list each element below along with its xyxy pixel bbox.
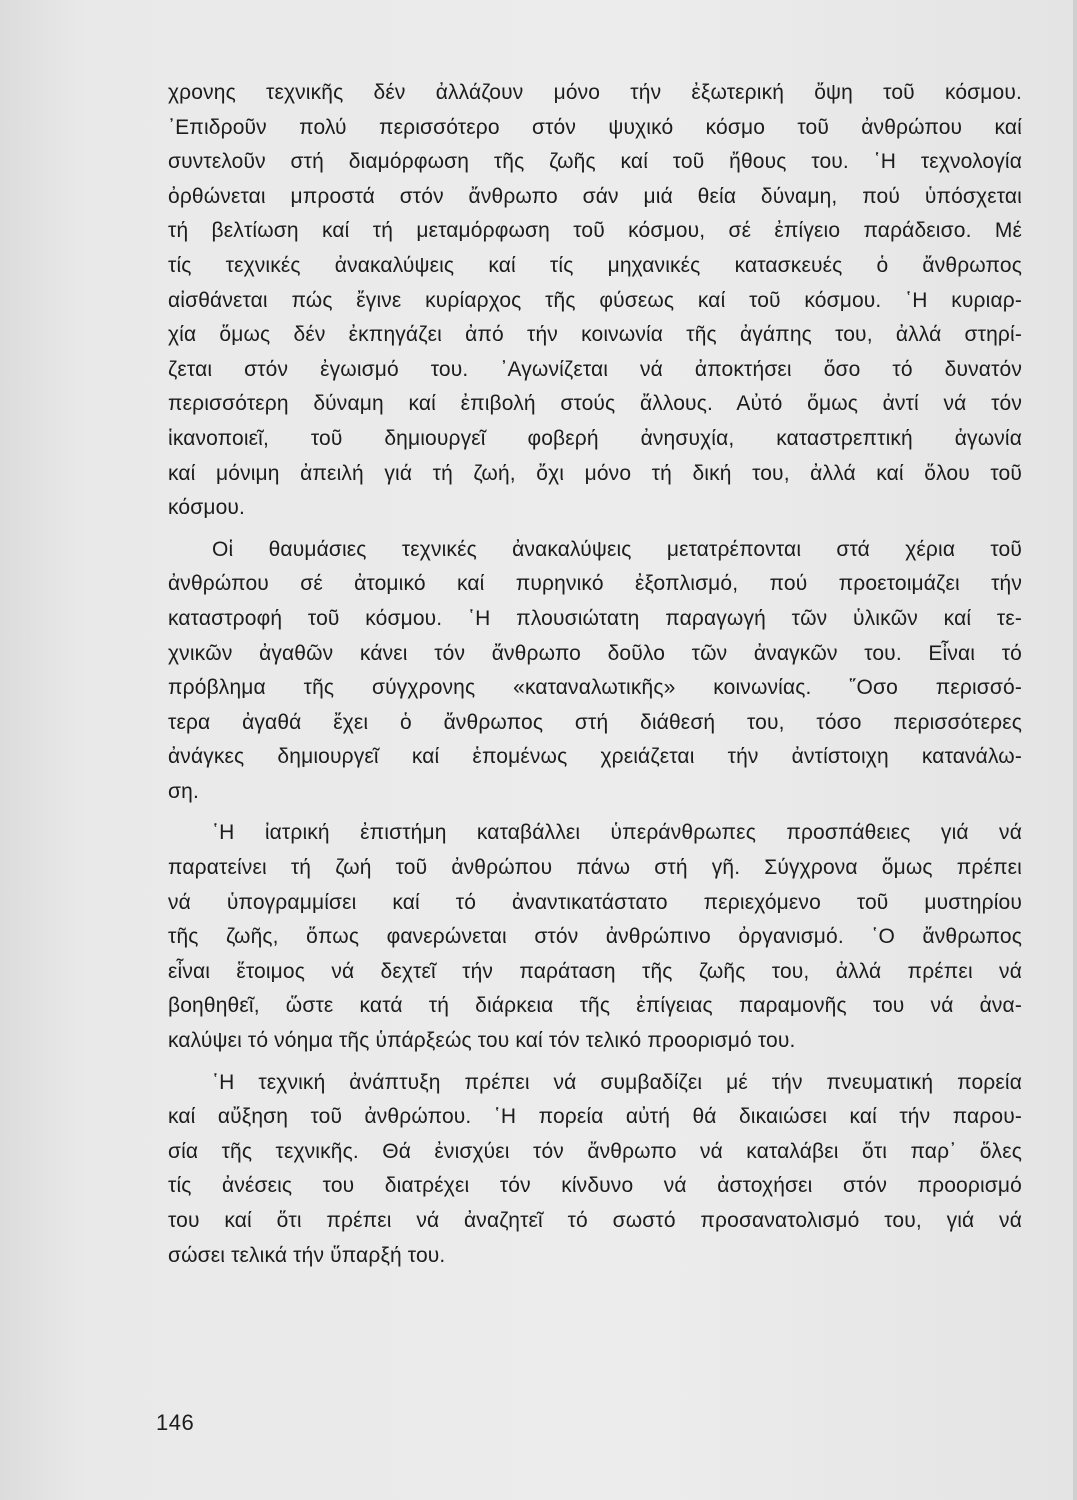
text-line: ση.: [168, 779, 199, 803]
text-line: ἀνθρώπου σέ ἀτομικό καί πυρηνικό ἐξοπλισμό, πού προετοιμάζει τήν: [168, 572, 1022, 596]
paragraph: [168, 816, 1022, 1058]
text-line: τίς ἀνέσεις του διατρέχει τόν κίνδυνο νά ἀστοχήσει στόν προορισμό: [168, 1174, 1022, 1198]
text-line: ᾿Επιδροῦν πολύ περισσότερο στόν ψυχικό κόσμο τοῦ ἀνθρώπου καί: [168, 115, 1022, 139]
text-line: τίς τεχνικές ἀνακαλύψεις καί τίς μηχανικές κατασκευές ὁ ἄνθρωπος: [168, 253, 1022, 277]
text-line: ῾Η τεχνική ἀνάπτυξη πρέπει νά συμβαδίζει μέ τήν πνευματική πορεία: [212, 1070, 1022, 1094]
paragraph-gap: [168, 526, 1022, 533]
text-line: ῾Η ἰατρική ἐπιστήμη καταβάλλει ὑπεράνθρωπες προσπάθειες γιά νά: [212, 821, 1022, 845]
text-line: τή βελτίωση καί τή μεταμόρφωση τοῦ κόσμου, σέ ἐπίγειο παράδεισο. Μέ: [168, 219, 1022, 243]
paragraph: [168, 76, 1022, 526]
text-line: σώσει τελικά τήν ὕπαρξή του.: [168, 1243, 446, 1267]
paragraph: [168, 533, 1022, 810]
text-line: χνικῶν ἀγαθῶν κάνει τόν ἄνθρωπο δοῦλο τῶν ἀναγκῶν του. Εἶναι τό: [168, 641, 1022, 665]
paragraph-gap: [168, 1059, 1022, 1066]
text-line: συντελοῦν στή διαμόρφωση τῆς ζωῆς καί τοῦ ἤθους του. ῾Η τεχνολογία: [168, 150, 1022, 174]
text-line: περισσότερη δύναμη καί ἐπιβολή στούς ἄλλους. Αὐτό ὅμως ἀντί νά τόν: [168, 392, 1022, 416]
text-line: παρατείνει τή ζωή τοῦ ἀνθρώπου πάνω στή γῆ. Σύγχρονα ὅμως πρέπει: [168, 856, 1022, 880]
text-line: ζεται στόν ἐγωισμό του. ᾿Αγωνίζεται νά ἀποκτήσει ὅσο τό δυνατόν: [168, 357, 1022, 381]
text-line: βοηθηθεῖ, ὥστε κατά τή διάρκεια τῆς ἐπίγειας παραμονῆς του νά ἀνα-: [168, 994, 1022, 1018]
text-line: σία τῆς τεχνικῆς. Θά ἐνισχύει τόν ἄνθρωπο νά καταλάβει ὅτι παρ᾿ ὅλες: [168, 1139, 1022, 1163]
text-line: εἶναι ἕτοιμος νά δεχτεῖ τήν παράταση τῆς ζωῆς του, ἀλλά πρέπει νά: [168, 959, 1022, 983]
text-line: καί αὔξηση τοῦ ἀνθρώπου. ῾Η πορεία αὐτή θά δικαιώσει καί τήν παρου-: [168, 1105, 1022, 1129]
text-line: ἀνάγκες δημιουργεῖ καί ἑπομένως χρειάζεται τήν ἀντίστοιχη κατανάλω-: [168, 745, 1022, 769]
text-line: τῆς ζωῆς, ὅπως φανερώνεται στόν ἀνθρώπινο ὀργανισμό. ῾Ο ἄνθρωπος: [168, 925, 1022, 949]
text-line: καταστροφή τοῦ κόσμου. ῾Η πλουσιώτατη παραγωγή τῶν ὑλικῶν καί τε-: [168, 606, 1022, 630]
text-line: καλύψει τό νόημα τῆς ὑπάρξεώς του καί τόν τελικό προορισμό του.: [168, 1029, 796, 1053]
text-line: κόσμου.: [168, 496, 246, 520]
text-line: τερα ἀγαθά ἔχει ὁ ἄνθρωπος στή διάθεσή του, τόσο περισσότερες: [168, 710, 1022, 734]
text-line: ὀρθώνεται μπροστά στόν ἄνθρωπο σάν μιά θεία δύναμη, πού ὑπόσχεται: [168, 184, 1022, 208]
paragraph: [168, 1066, 1022, 1274]
text-line: του καί ὅτι πρέπει νά ἀναζητεῖ τό σωστό προσανατολισμό του, γιά νά: [168, 1209, 1022, 1232]
page-number: 146: [156, 1410, 195, 1435]
text-line: χρονης τεχνικῆς δέν ἀλλάζουν μόνο τήν ἐξωτερική ὄψη τοῦ κόσμου.: [168, 81, 1022, 104]
text-line: χία ὅμως δέν ἐκπηγάζει ἀπό τήν κοινωνία τῆς ἀγάπης του, ἀλλά στηρί-: [168, 323, 1022, 347]
text-line: ἱκανοποιεῖ, τοῦ δημιουργεῖ φοβερή ἀνησυχία, καταστρεπτική ἀγωνία: [168, 426, 1022, 450]
text-line: Οἱ θαυμάσιες τεχνικές ἀνακαλύψεις μετατρέπονται στά χέρια τοῦ: [212, 537, 1022, 561]
text-line: καί μόνιμη ἀπειλή γιά τή ζωή, ὄχι μόνο τή δική του, ἀλλά καί ὅλου τοῦ: [168, 461, 1022, 485]
scan-edge: [1073, 0, 1077, 1500]
paragraph-gap: [168, 809, 1022, 816]
body-text: [168, 76, 1022, 1273]
text-line: αἰσθάνεται πώς ἔγινε κυρίαρχος τῆς φύσεως καί τοῦ κόσμου. ῾Η κυριαρ-: [168, 288, 1022, 312]
text-line: νά ὑπογραμμίσει καί τό ἀναντικατάστατο περιεχόμενο τοῦ μυστηρίου: [168, 890, 1022, 914]
text-line: πρόβλημα τῆς σύγχρονης «καταναλωτικῆς» κοινωνίας. ῞Οσο περισσό-: [168, 676, 1022, 700]
